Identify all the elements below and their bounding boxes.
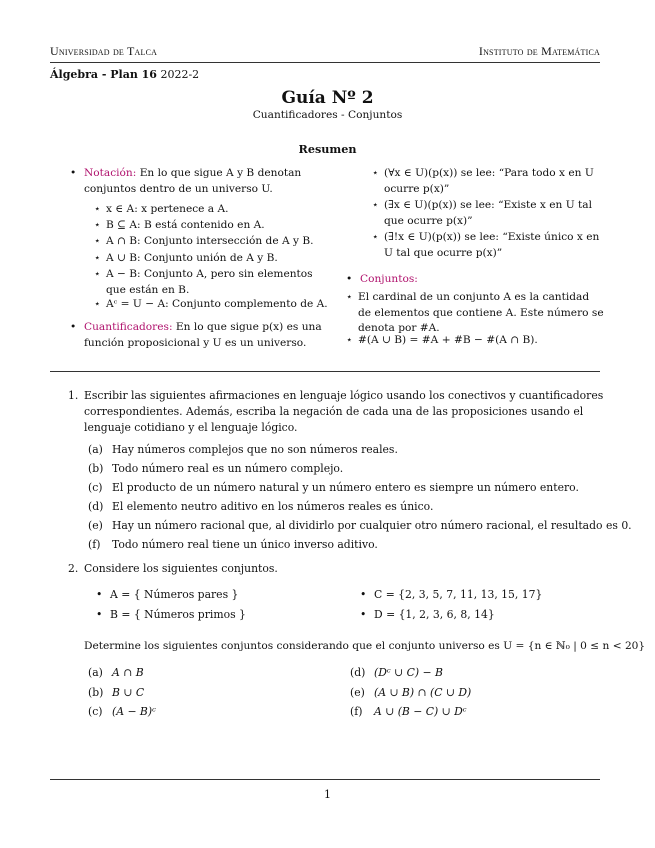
star-icon: ⋆ [372, 167, 379, 179]
notation-item: ⋆ Aᶜ = U − A: Conjunto complemento de A. [94, 297, 334, 313]
star-icon: ⋆ [94, 252, 101, 264]
q1-item: (d) El elemento neutro aditivo en los números reales es único. [88, 500, 434, 513]
course-name: Álgebra - Plan 16 [50, 68, 157, 81]
sets-block [346, 272, 604, 288]
header-rule [50, 62, 600, 63]
course-term: 2022-2 [160, 68, 200, 81]
page-subtitle: Cuantificadores - Conjuntos [252, 109, 403, 121]
institute-name: Instituto de Matemática [478, 44, 600, 58]
set-definition: • C = {2, 3, 5, 7, 11, 13, 15, 17} [360, 588, 543, 601]
sets-item: ⋆ #(A ∪ B) = #A + #B − #(A ∩ B). [346, 333, 604, 349]
notation-item: ⋆ B ⊆ A: B está contenido en A. [94, 218, 334, 234]
bullet-icon: • [360, 588, 367, 601]
notation-label: Notación: [84, 167, 137, 179]
course-line [50, 68, 199, 81]
star-icon: ⋆ [94, 298, 101, 310]
star-icon: ⋆ [346, 334, 353, 346]
notation-item: ⋆ x ∈ A: x pertenece a A. [94, 202, 334, 218]
notation-text: En lo que sigue A y B denotan conjuntos dentro de un universo U. [84, 167, 302, 195]
sets-label: Conjuntos: [360, 273, 418, 285]
bullet-icon: • [70, 321, 77, 333]
star-icon: ⋆ [372, 231, 379, 243]
star-icon: ⋆ [94, 235, 101, 247]
quantifiers-label: Cuantificadores: [84, 321, 173, 333]
determine-text: Determine los siguientes conjuntos considerando que el conjunto universo es U = {n ∈ ℕ₀ | 0 ≤ n < 20} [84, 640, 646, 652]
q2-item: (c) (A − B)ᶜ [88, 705, 156, 718]
notation-item: ⋆ A − B: Conjunto A, pero sin elementos que están en B. [94, 267, 334, 298]
quantifier-item: ⋆ (∃!x ∈ U)(p(x)) se lee: “Existe único x en U tal que ocurre p(x)” [372, 230, 604, 261]
bullet-icon: • [360, 608, 367, 621]
question-2-number: 2. [68, 562, 79, 575]
set-definition: • A = { Números pares } [96, 588, 239, 601]
q1-item: (b) Todo número real es un número complejo. [88, 462, 344, 475]
bullet-icon: • [70, 167, 77, 179]
quantifier-item: ⋆ (∃x ∈ U)(p(x)) se lee: “Existe x en U tal que ocurre p(x)” [372, 198, 604, 229]
quantifiers-text: En lo que sigue p(x) es una función proposicional y U es un universo. [84, 321, 322, 349]
q1-item: (e) Hay un número racional que, al dividirlo por cualquier otro número racional, el resultado es 0. [88, 519, 632, 532]
q1-item: (c) El producto de un número natural y un número entero es siempre un número entero. [88, 481, 579, 494]
page-title: Guía Nº 2 [281, 88, 374, 108]
question-2-text: Considere los siguientes conjuntos. [84, 562, 278, 575]
notation-item: ⋆ A ∪ B: Conjunto unión de A y B. [94, 251, 334, 267]
question-1 [68, 388, 608, 436]
bullet-icon: • [346, 273, 353, 285]
q2-item: (d) (Dᶜ ∪ C) − B [350, 666, 443, 679]
summary-rule [50, 371, 600, 372]
q2-item: (a) A ∩ B [88, 666, 144, 679]
star-icon: ⋆ [372, 199, 379, 211]
star-icon: ⋆ [94, 268, 101, 280]
notation-item: ⋆ A ∩ B: Conjunto intersección de A y B. [94, 234, 334, 250]
bullet-icon: • [96, 608, 103, 621]
set-definition: • D = {1, 2, 3, 6, 8, 14} [360, 608, 495, 621]
quantifier-item: ⋆ (∀x ∈ U)(p(x)) se lee: “Para todo x en U ocurre p(x)” [372, 166, 604, 197]
set-definition: • B = { Números primos } [96, 608, 246, 621]
page-number: 1 [324, 788, 331, 801]
q2-item: (f) A ∪ (B − C) ∪ Dᶜ [350, 705, 467, 718]
quantifiers-block [70, 320, 330, 351]
q2-item: (b) B ∪ C [88, 686, 145, 699]
bullet-icon: • [96, 588, 103, 601]
star-icon: ⋆ [94, 219, 101, 231]
summary-heading: Resumen [298, 142, 357, 156]
question-1-text: Escribir las siguientes afirmaciones en lenguaje lógico usando los conectivos y cuantificadores correspondientes. Además, escriba la negación de cada una de las proposiciones usando el lenguaje cotidiano y el lenguaje lógico. [84, 389, 604, 434]
notation-block [70, 166, 330, 197]
q1-item: (a) Hay números complejos que no son números reales. [88, 443, 398, 456]
university-name: Universidad de Talca [50, 44, 158, 58]
q1-item: (f) Todo número real tiene un único inverso aditivo. [88, 538, 378, 551]
q2-item: (e) (A ∪ B) ∩ (C ∪ D) [350, 686, 472, 699]
sets-item: ⋆ El cardinal de un conjunto A es la cantidad de elementos que contiene A. Este número se denota por #A. [346, 290, 604, 337]
star-icon: ⋆ [346, 291, 353, 303]
question-1-number: 1. [68, 389, 79, 402]
star-icon: ⋆ [94, 203, 101, 215]
question-2 [68, 562, 278, 575]
footer-rule [50, 779, 600, 780]
